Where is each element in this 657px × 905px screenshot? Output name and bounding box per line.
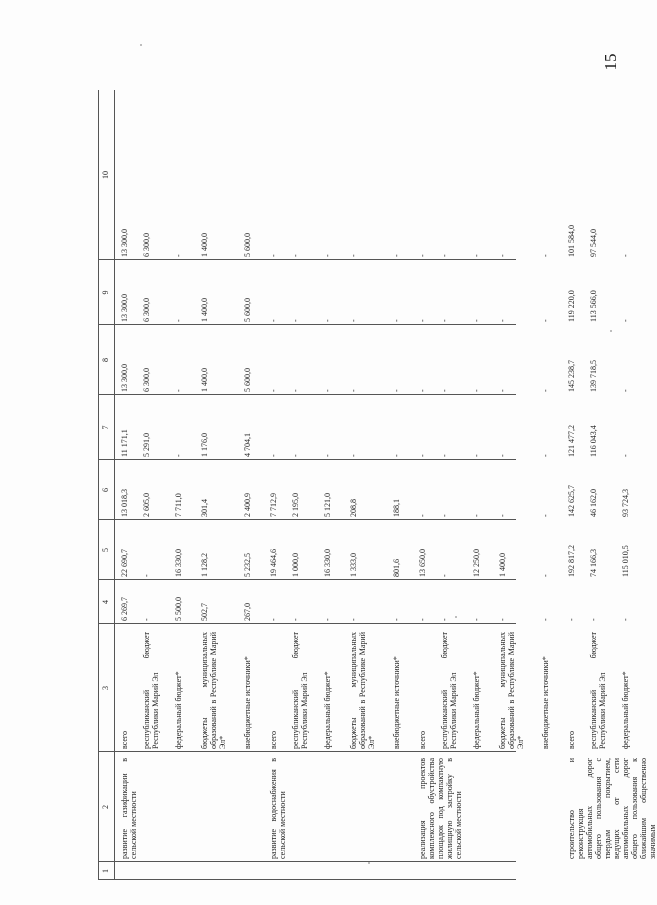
amount-cell: 115 010,5 bbox=[621, 545, 630, 577]
amount-cell: 1 400,0 bbox=[498, 553, 507, 577]
amount-cell: 13 018,3 bbox=[120, 489, 129, 517]
amount-cell: 188,1 bbox=[392, 499, 401, 517]
column-header-10: 10 bbox=[101, 171, 110, 179]
amount-cell: 502,7 bbox=[200, 603, 209, 621]
amount-cell: 301,4 bbox=[200, 499, 209, 517]
amount-cell: 6 269,7 bbox=[120, 597, 129, 621]
amount-cell: - bbox=[291, 454, 300, 457]
funding-source: всего bbox=[567, 730, 576, 749]
amount-cell: 7 712,9 bbox=[269, 493, 278, 517]
column-header-8: 8 bbox=[101, 358, 110, 362]
amount-cell: - bbox=[174, 254, 183, 257]
amount-cell: - bbox=[472, 389, 481, 392]
amount-cell: 139 718,5 bbox=[589, 360, 598, 392]
amount-cell: 101 584,0 bbox=[567, 225, 576, 257]
amount-cell: 6 300,0 bbox=[142, 233, 151, 257]
amount-cell: 2 400,9 bbox=[243, 493, 252, 517]
amount-cell: 5 500,0 bbox=[174, 597, 183, 621]
amount-cell: 4 704,1 bbox=[243, 433, 252, 457]
amount-cell: - bbox=[269, 319, 278, 322]
amount-cell: 192 817,2 bbox=[567, 545, 576, 577]
funding-source: бюджеты муниципальных образований в Республике Марий Эл* bbox=[349, 632, 376, 749]
amount-cell: - bbox=[291, 254, 300, 257]
amount-cell: - bbox=[323, 254, 332, 257]
measure-name: строительство и реконструкция автомобильных дорог общего пользования с твердым покрытием, ведущих от сети автомобильных дорог общего пользования к ближайшим общественно значимым bbox=[567, 758, 657, 859]
budget-table bbox=[98, 90, 657, 880]
amount-cell: - bbox=[440, 514, 449, 517]
scan-speck bbox=[610, 330, 612, 332]
amount-cell: - bbox=[541, 454, 550, 457]
amount-cell: 13 300,0 bbox=[120, 364, 129, 392]
amount-cell: - bbox=[392, 254, 401, 257]
amount-cell: - bbox=[392, 319, 401, 322]
funding-source: бюджеты муниципальных образований в Республике Марий Эл* bbox=[200, 632, 227, 749]
amount-cell: - bbox=[440, 454, 449, 457]
amount-cell: 16 330,0 bbox=[323, 549, 332, 577]
amount-cell: 13 650,0 bbox=[418, 549, 427, 577]
amount-cell: - bbox=[174, 389, 183, 392]
amount-cell: - bbox=[269, 454, 278, 457]
amount-cell: 1 000,0 bbox=[291, 553, 300, 577]
amount-cell: 5 600,0 bbox=[243, 368, 252, 392]
scan-speck bbox=[455, 616, 457, 618]
amount-cell: - bbox=[174, 454, 183, 457]
budget-table-wrapper bbox=[98, 90, 657, 880]
amount-cell: - bbox=[498, 514, 507, 517]
amount-cell: - bbox=[392, 454, 401, 457]
amount-cell: - bbox=[621, 454, 630, 457]
amount-cell: 5 232,5 bbox=[243, 553, 252, 577]
column-header-5: 5 bbox=[101, 548, 110, 552]
amount-cell: 5 600,0 bbox=[243, 298, 252, 322]
measure-name: реализация проектов комплексного обустройства площадок под компактную жилищную застройку в сельской местности bbox=[418, 758, 463, 859]
amount-cell: - bbox=[349, 254, 358, 257]
amount-cell: - bbox=[498, 454, 507, 457]
amount-cell: 6 300,0 bbox=[142, 298, 151, 322]
amount-cell: 46 162,0 bbox=[589, 489, 598, 517]
amount-cell: - bbox=[440, 574, 449, 577]
amount-cell: - bbox=[291, 389, 300, 392]
amount-cell: - bbox=[541, 574, 550, 577]
amount-cell: - bbox=[418, 389, 427, 392]
amount-cell: - bbox=[472, 618, 481, 621]
column-header-2: 2 bbox=[101, 805, 110, 809]
amount-cell: - bbox=[418, 454, 427, 457]
column-header-4: 4 bbox=[101, 600, 110, 604]
amount-cell: 208,8 bbox=[349, 499, 358, 517]
amount-cell: 801,6 bbox=[392, 559, 401, 577]
amount-cell: - bbox=[472, 254, 481, 257]
amount-cell: - bbox=[440, 254, 449, 257]
column-header-3: 3 bbox=[101, 686, 110, 690]
amount-cell: - bbox=[323, 618, 332, 621]
amount-cell: - bbox=[349, 319, 358, 322]
amount-cell: 7 711,0 bbox=[174, 493, 183, 517]
amount-cell: - bbox=[291, 319, 300, 322]
amount-cell: - bbox=[498, 319, 507, 322]
amount-cell: - bbox=[418, 618, 427, 621]
amount-cell: - bbox=[440, 618, 449, 621]
amount-cell: 1 400,0 bbox=[200, 368, 209, 392]
funding-source: внебюджетные источники* bbox=[392, 656, 401, 749]
amount-cell: 119 220,0 bbox=[567, 290, 576, 322]
amount-cell: 22 690,7 bbox=[120, 549, 129, 577]
funding-source: федеральный бюджет* bbox=[621, 671, 630, 749]
amount-cell: 13 300,0 bbox=[120, 229, 129, 257]
amount-cell: - bbox=[349, 454, 358, 457]
amount-cell: - bbox=[269, 618, 278, 621]
funding-source: всего bbox=[269, 730, 278, 749]
amount-cell: - bbox=[440, 319, 449, 322]
funding-source: республиканский бюджет Республики Марий Эл bbox=[440, 632, 458, 749]
amount-cell: - bbox=[418, 514, 427, 517]
amount-cell: 113 566,0 bbox=[589, 290, 598, 322]
amount-cell: - bbox=[498, 389, 507, 392]
amount-cell: 1 128,2 bbox=[200, 553, 209, 577]
scan-speck bbox=[368, 862, 370, 864]
amount-cell: - bbox=[621, 254, 630, 257]
amount-cell: - bbox=[589, 618, 598, 621]
amount-cell: 97 544,0 bbox=[589, 229, 598, 257]
amount-cell: 2 195,0 bbox=[291, 493, 300, 517]
amount-cell: - bbox=[174, 319, 183, 322]
amount-cell: - bbox=[541, 319, 550, 322]
amount-cell: 121 477,2 bbox=[567, 425, 576, 457]
column-header-9: 9 bbox=[101, 290, 110, 295]
amount-cell: - bbox=[440, 389, 449, 392]
amount-cell: 19 464,6 bbox=[269, 549, 278, 577]
amount-cell: 12 250,0 bbox=[472, 549, 481, 577]
amount-cell: - bbox=[349, 618, 358, 621]
funding-source: внебюджетные источники* bbox=[243, 656, 252, 749]
amount-cell: 142 625,7 bbox=[567, 485, 576, 517]
amount-cell: - bbox=[541, 618, 550, 621]
amount-cell: 1 400,0 bbox=[200, 233, 209, 257]
amount-cell: 74 166,3 bbox=[589, 549, 598, 577]
amount-cell: 6 300,0 bbox=[142, 368, 151, 392]
amount-cell: 5 121,0 bbox=[323, 493, 332, 517]
amount-cell: - bbox=[621, 319, 630, 322]
amount-cell: - bbox=[323, 454, 332, 457]
funding-source: всего bbox=[418, 730, 427, 749]
amount-cell: - bbox=[567, 618, 576, 621]
amount-cell: - bbox=[392, 389, 401, 392]
amount-cell: 145 238,7 bbox=[567, 360, 576, 392]
amount-cell: - bbox=[541, 389, 550, 392]
amount-cell: - bbox=[621, 618, 630, 621]
amount-cell: - bbox=[541, 514, 550, 517]
amount-cell: 116 043,4 bbox=[589, 425, 598, 457]
amount-cell: - bbox=[472, 514, 481, 517]
column-header-1: 1 bbox=[101, 869, 110, 873]
amount-cell: - bbox=[621, 389, 630, 392]
amount-cell: - bbox=[323, 389, 332, 392]
amount-cell: 2 605,0 bbox=[142, 493, 151, 517]
amount-cell: - bbox=[498, 254, 507, 257]
amount-cell: - bbox=[418, 254, 427, 257]
funding-source: республиканский бюджет Республики Марий Эл bbox=[142, 632, 160, 749]
amount-cell: - bbox=[291, 618, 300, 621]
measure-name: развитие водоснабжения в сельской местности bbox=[269, 758, 287, 859]
amount-cell: - bbox=[269, 389, 278, 392]
amount-cell: - bbox=[472, 454, 481, 457]
amount-cell: 11 171,1 bbox=[120, 429, 129, 457]
amount-cell: - bbox=[142, 618, 151, 621]
amount-cell: 5 600,0 bbox=[243, 233, 252, 257]
column-header-6: 6 bbox=[101, 488, 110, 492]
funding-source: федеральный бюджет* bbox=[472, 671, 481, 749]
amount-cell: - bbox=[142, 574, 151, 577]
amount-cell: - bbox=[541, 254, 550, 257]
funding-source: федеральный бюджет* bbox=[174, 671, 183, 749]
page-number: 15 bbox=[601, 53, 620, 71]
amount-cell: - bbox=[349, 389, 358, 392]
table-row-rule bbox=[114, 90, 115, 880]
amount-cell: - bbox=[323, 319, 332, 322]
amount-cell: 1 333,0 bbox=[349, 553, 358, 577]
amount-cell: - bbox=[498, 618, 507, 621]
funding-source: республиканский бюджет Республики Марий Эл bbox=[291, 632, 309, 749]
funding-source: внебюджетные источники* bbox=[541, 656, 550, 749]
amount-cell: 16 330,0 bbox=[174, 549, 183, 577]
amount-cell: 13 300,0 bbox=[120, 294, 129, 322]
amount-cell: 5 291,0 bbox=[142, 433, 151, 457]
amount-cell: - bbox=[392, 618, 401, 621]
funding-source: федеральный бюджет* bbox=[323, 671, 332, 749]
amount-cell: 1 176,0 bbox=[200, 433, 209, 457]
measure-name: развитие газификации в сельской местности bbox=[120, 758, 138, 859]
funding-source: всего bbox=[120, 730, 129, 749]
amount-cell: 93 724,3 bbox=[621, 489, 630, 517]
amount-cell: 267,0 bbox=[243, 603, 252, 621]
amount-cell: 1 400,0 bbox=[200, 298, 209, 322]
amount-cell: - bbox=[472, 319, 481, 322]
table-column-rule bbox=[98, 879, 516, 880]
scan-speck bbox=[140, 44, 142, 46]
amount-cell: - bbox=[418, 319, 427, 322]
funding-source: республиканский бюджет Республики Марий Эл bbox=[589, 632, 607, 749]
funding-source: бюджеты муниципальных образований в Республике Марий Эл* bbox=[498, 632, 525, 749]
amount-cell: - bbox=[269, 254, 278, 257]
column-header-7: 7 bbox=[101, 425, 110, 430]
